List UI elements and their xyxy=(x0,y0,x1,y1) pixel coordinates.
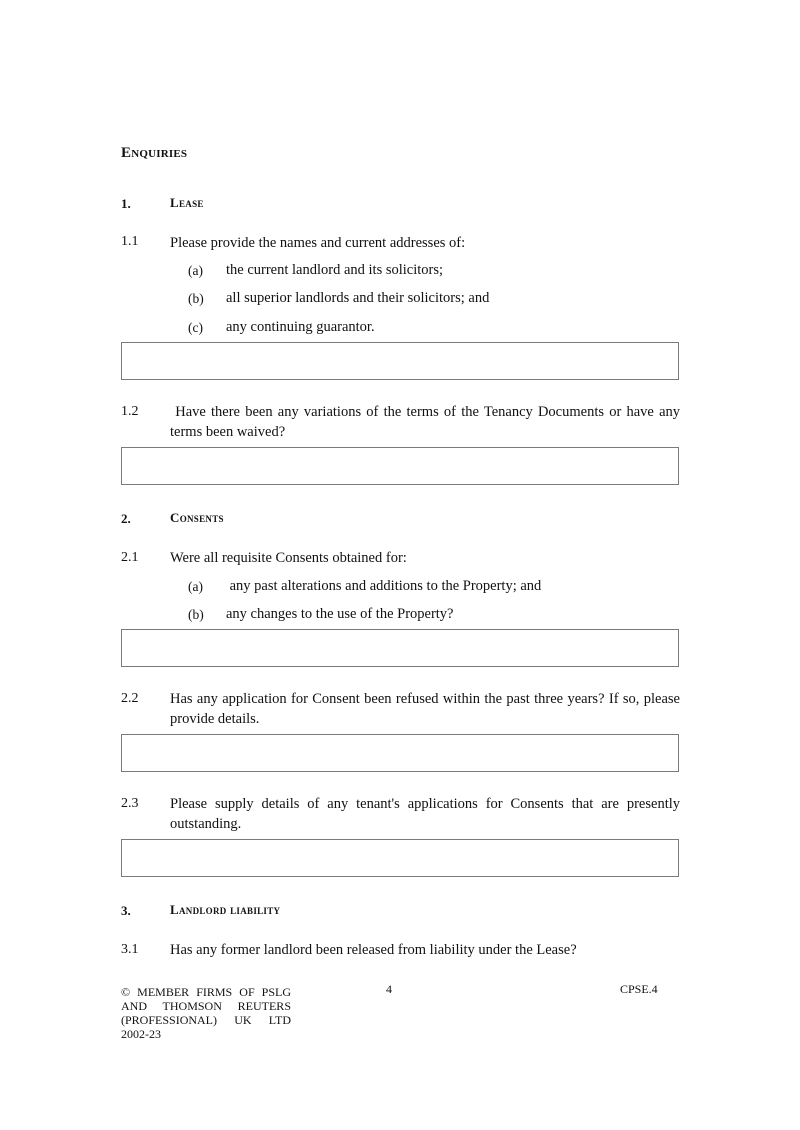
subitem-1-1-a-text: the current landlord and its solicitors; xyxy=(226,262,444,278)
footer-copyright-line-2: AND THOMSON REUTERS xyxy=(121,999,291,1013)
footer-form-code: CPSE.4 xyxy=(620,982,658,996)
answer-box-1-1[interactable] xyxy=(121,342,679,380)
question-3-1-number: 3.1 xyxy=(121,942,139,957)
footer-copyright xyxy=(121,985,291,1041)
answer-box-1-2[interactable] xyxy=(121,447,679,485)
page-heading: Enquiries xyxy=(121,145,188,161)
subitem-1-1-b-text: all superior landlords and their solicitors; and xyxy=(226,290,490,306)
footer-copyright-line-4: 2002-23 xyxy=(121,1027,161,1041)
question-2-3-text: Please supply details of any tenant's applications for Consents that are presently outstanding. xyxy=(170,796,680,832)
subitem-2-1-b-text: any changes to the use of the Property? xyxy=(226,606,454,622)
footer-copyright-line-1: © MEMBER FIRMS OF PSLG xyxy=(121,985,291,999)
question-1-1-text: Please provide the names and current addresses of: xyxy=(170,235,466,251)
question-2-1-text: Were all requisite Consents obtained for: xyxy=(170,550,407,566)
subitem-1-1-c-text: any continuing guarantor. xyxy=(226,319,375,335)
subitem-1-1-a-label: (a) xyxy=(188,263,203,278)
footer-copyright-line-3: (PROFESSIONAL) UK LTD xyxy=(121,1013,291,1027)
question-2-3-number: 2.3 xyxy=(121,796,139,811)
section-3-number: 3. xyxy=(121,903,131,918)
section-2-title: Consents xyxy=(170,510,224,525)
answer-box-2-2[interactable] xyxy=(121,734,679,772)
answer-box-2-1[interactable] xyxy=(121,629,679,667)
subitem-2-1-b-label: (b) xyxy=(188,607,204,622)
section-1-number: 1. xyxy=(121,196,131,211)
question-2-1-number: 2.1 xyxy=(121,550,139,565)
subitem-1-1-b-label: (b) xyxy=(188,291,204,306)
question-1-2-text: Have there been any variations of the terms of the Tenancy Documents or have any terms been waived? xyxy=(170,404,684,440)
subitem-2-1-a-text: any past alterations and additions to the Property; and xyxy=(226,578,542,594)
question-1-2-number: 1.2 xyxy=(121,404,139,419)
subitem-1-1-c-label: (c) xyxy=(188,320,203,335)
section-2-number: 2. xyxy=(121,511,131,526)
question-3-1-text: Has any former landlord been released from liability under the Lease? xyxy=(170,942,577,958)
section-3-title: Landlord liability xyxy=(170,902,281,917)
question-2-2-number: 2.2 xyxy=(121,691,139,706)
answer-box-2-3[interactable] xyxy=(121,839,679,877)
question-2-2-text: Has any application for Consent been refused within the past three years? If so, please provide details. xyxy=(170,691,680,727)
section-1-title: Lease xyxy=(170,195,204,210)
subitem-2-1-a-label: (a) xyxy=(188,579,203,594)
question-1-1-number: 1.1 xyxy=(121,234,139,249)
footer-page-number: 4 xyxy=(386,982,392,996)
